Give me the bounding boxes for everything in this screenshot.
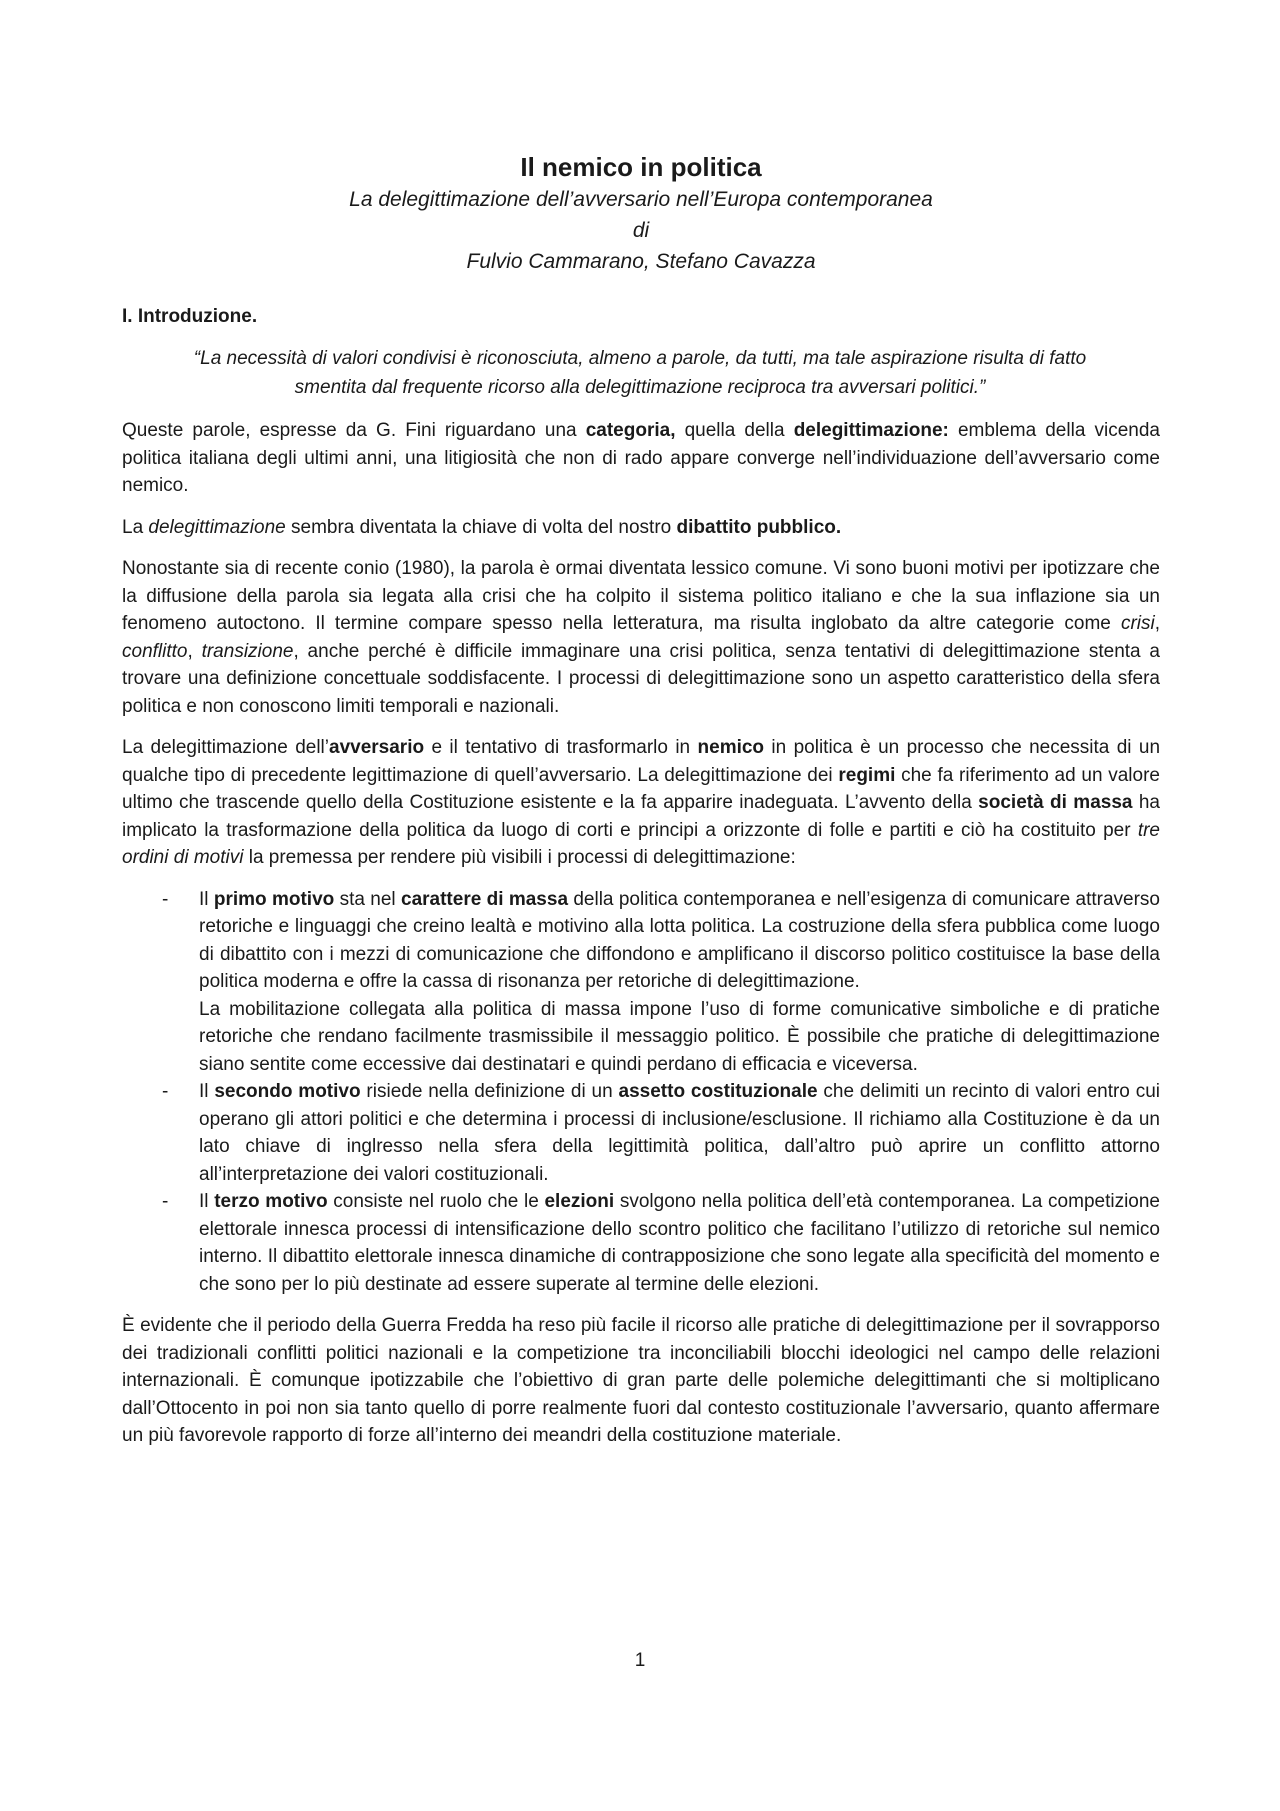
list-dash: - bbox=[162, 1081, 169, 1102]
paragraph-3 bbox=[122, 555, 1160, 720]
text-run: la premessa per rendere più visibili i processi di delegittimazione: bbox=[243, 847, 796, 868]
text-run: quella della bbox=[675, 420, 794, 441]
list-item-text bbox=[199, 1188, 1160, 1298]
text-run: che delimiti un recinto di valori entro cui operano gli attori politici e che determina i processi di inclusione/esclusione. Il richiamo alla Costituzione è da un lato chiave di inglresso nella sfera della legittimità politica, dall’altro può aprire un conflitto attorno all’interpretazione dei valori costituzionali. bbox=[199, 1081, 1160, 1185]
emphasis: carattere di massa bbox=[401, 888, 569, 910]
body-text bbox=[122, 417, 1160, 1464]
paragraph-5: È evidente che il periodo della Guerra Fredda ha reso più facile il ricorso alle pratiche di delegittimazione per il sovrapporso dei tradizionali conflitti politici nazionali e la competizione tra inconciliabili blocchi ideologici nel campo delle relazioni internazionali. È comunque ipotizzabile che l’obiettivo di gran parte delle polemiche delegittimanti che si moltiplicano dall’Ottocento in poi non sia tanto quello di porre realmente fuori dal contesto costituzionale l’avversario, quanto affermare un più favorevole rapporto di forze all’interno dei meandri della costituzione materiale. bbox=[122, 1315, 1160, 1446]
document-authors: Fulvio Cammarano, Stefano Cavazza bbox=[466, 250, 816, 273]
text-run: sta nel bbox=[334, 888, 401, 910]
emphasis: nemico bbox=[697, 737, 765, 758]
epigraph-quote bbox=[140, 344, 1140, 402]
italic-term: transizione bbox=[201, 640, 294, 662]
text-run: , bbox=[1154, 613, 1160, 634]
text-run: svolgono nella politica dell’età contemporanea. La competizione elettorale innesca processi di intensificazione dello scontro politico che facilitano l’utilizzo di retoriche sul nemico interno. Il dibattito elettorale innesca dinamiche di contrapposizione che sono legate alla specificità del momento e che sono per lo più destinate ad essere superate al termine delle elezioni. bbox=[199, 1191, 1160, 1295]
list-item-secondo-motivo bbox=[122, 1078, 1160, 1188]
text-run: e il tentativo di trasformarlo in bbox=[424, 737, 698, 758]
emphasis: dibattito pubblico. bbox=[676, 516, 842, 538]
text-run: Il bbox=[199, 1081, 215, 1102]
italic-term: crisi bbox=[1120, 613, 1155, 634]
quote-line-2: smentita dal frequente ricorso alla delegittimazione reciproca tra avversari politici.” bbox=[294, 377, 986, 398]
list-item-terzo-motivo bbox=[122, 1188, 1160, 1298]
text-run: Queste parole, espresse da G. Fini riguardano una bbox=[122, 420, 586, 441]
byline-di: di bbox=[632, 219, 650, 242]
italic-term: conflitto bbox=[122, 640, 188, 662]
text-run: emblema della vicenda politica italiana degli ultimi anni, una litigiosità che non di rado appare converge nell’individuazione dell’avversario come nemico. bbox=[122, 420, 1160, 496]
emphasis: assetto costituzionale bbox=[618, 1081, 818, 1102]
emphasis: secondo motivo bbox=[214, 1081, 361, 1102]
text-run: risiede nella definizione di un bbox=[360, 1081, 619, 1102]
text-run: della politica contemporanea e nell’esigenza di comunicare attraverso retoriche e linguaggi che creino lealtà e motivino alla lotta politica. La costruzione della sfera pubblica come luogo di dibattito con i mezzi di comunicazione che diffondono e amplificano il discorso politico costituisce la base della politica moderna e offre la cassa di risonanza per retoriche di delegittimazione. bbox=[199, 888, 1160, 992]
text-run: Il bbox=[199, 888, 214, 910]
text-run: La bbox=[122, 516, 149, 538]
italic-term: tre ordini di motivi bbox=[122, 819, 1160, 868]
text-run: , anche perché è difficile immaginare una crisi politica, senza tentativi di delegittimazione stenta a trovare una definizione concettuale soddisfacente. I processi di delegittimazione sono un aspetto caratteristico della sfera politica e non conoscono limiti temporali e nazionali. bbox=[122, 640, 1160, 717]
text-run: che fa riferimento ad un valore ultimo che trascende quello della Costituzione esistente e la fa apparire inadeguata. L’avvento della bbox=[122, 764, 1160, 813]
list-item-text bbox=[199, 1078, 1160, 1188]
text-run: La delegittimazione dell’ bbox=[122, 737, 329, 758]
document-subtitle: La delegittimazione dell’avversario nell’Europa contemporanea bbox=[349, 188, 933, 211]
text-run: , bbox=[187, 640, 202, 662]
list-dash: - bbox=[162, 888, 169, 910]
document-title: Il nemico in politica bbox=[520, 152, 762, 182]
text-run: sembra diventata la chiave di volta del nostro bbox=[285, 516, 677, 538]
emphasis: regimi bbox=[838, 764, 896, 786]
emphasis: delegittimazione: bbox=[793, 420, 949, 441]
page-number: 1 bbox=[634, 1650, 646, 1671]
list-item-continuation: La mobilitazione collegata alla politica di massa impone l’uso di forme comunicative simboliche e di pratiche retoriche che rendano facilmente trasmissibile il messaggio politico. È possibile che pratiche di delegittimazione siano sentite come eccessive dai destinatari e quindi perdano di efficacia e viceversa. bbox=[199, 998, 1160, 1075]
text-run: in politica è un processo che necessita di un qualche tipo di precedente legittimazione di quell’avversario. La delegittimazione dei bbox=[122, 737, 1161, 786]
section-heading: I. Introduzione. bbox=[122, 306, 258, 327]
text-run: ha implicato la trasformazione della politica da luogo di corti e principi a orizzonte di folle e partiti e ciò ha costituito per bbox=[122, 792, 1160, 841]
emphasis: società di massa bbox=[978, 792, 1133, 813]
text-run: Nonostante sia di recente conio (1980), la parola è ormai diventata lessico comune. Vi sono buoni motivi per ipotizzare che la diffusione della parola sia legata alla crisi che ha colpito il sistema politico italiano e che la sua inflazione sia un fenomeno autoctono. Il termine compare spesso nella letteratura, ma risulta inglobato da altre categorie come bbox=[122, 558, 1160, 634]
text-run: consiste nel ruolo che le bbox=[327, 1191, 545, 1212]
emphasis: categoria, bbox=[585, 420, 676, 441]
emphasis: terzo motivo bbox=[214, 1191, 328, 1212]
title-block bbox=[122, 150, 1160, 277]
motives-list bbox=[122, 886, 1160, 1299]
list-item-text bbox=[199, 886, 1160, 996]
list-item-primo-motivo bbox=[122, 886, 1160, 1079]
quote-line-1: “La necessità di valori condivisi è riconosciuta, almeno a parole, da tutti, ma tale aspirazione risulta di fatto bbox=[193, 348, 1087, 369]
paragraph-1 bbox=[122, 417, 1160, 500]
paragraph-4 bbox=[122, 734, 1160, 872]
emphasis: avversario bbox=[329, 737, 425, 758]
italic-term: delegittimazione bbox=[148, 516, 286, 538]
text-run: Il bbox=[199, 1191, 215, 1212]
emphasis: elezioni bbox=[544, 1191, 615, 1212]
paragraph-2 bbox=[122, 514, 1160, 542]
emphasis: primo motivo bbox=[213, 888, 335, 910]
list-dash: - bbox=[162, 1191, 169, 1212]
